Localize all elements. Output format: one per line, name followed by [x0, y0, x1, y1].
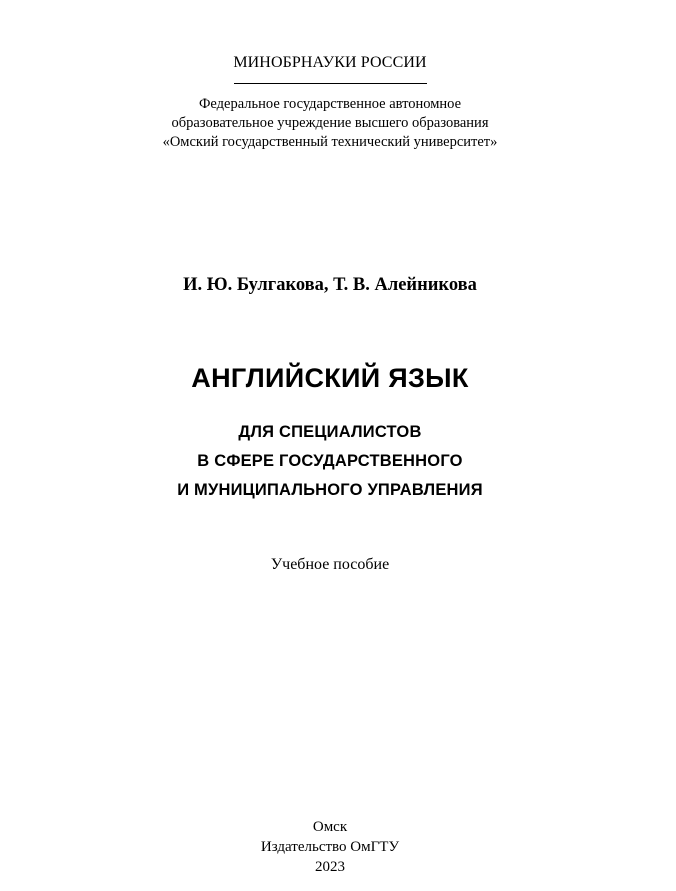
imprint-publisher: Издательство ОмГТУ: [260, 839, 400, 855]
institution-line: Федеральное государственное автономное: [198, 96, 462, 112]
document-type-text: Учебное пособие: [270, 556, 390, 573]
institution-line: образовательное учреждение высшего образования: [171, 115, 489, 131]
document-type: [0, 555, 660, 575]
ministry-name: МИНОБРНАУКИ РОССИИ: [233, 54, 427, 71]
authors-text: И. Ю. Булгакова, Т. В. Алейникова: [183, 275, 477, 295]
book-subtitle: [0, 418, 660, 505]
ministry-header: [0, 53, 660, 73]
institution-line: «Омский государственный технический университет»: [162, 134, 498, 150]
book-title: [0, 360, 660, 396]
ministry-underline: [234, 83, 427, 84]
subtitle-line: ДЛЯ СПЕЦИАЛИСТОВ: [238, 423, 422, 441]
book-title-text: АНГЛИЙСКИЙ ЯЗЫК: [191, 363, 469, 393]
imprint: [0, 817, 660, 877]
imprint-city: Омск: [312, 819, 348, 835]
subtitle-line: В СФЕРЕ ГОСУДАРСТВЕННОГО: [197, 452, 463, 470]
authors: [0, 273, 660, 297]
imprint-year: 2023: [315, 859, 345, 875]
subtitle-line: И МУНИЦИПАЛЬНОГО УПРАВЛЕНИЯ: [177, 481, 483, 499]
institution-block: [0, 95, 660, 152]
